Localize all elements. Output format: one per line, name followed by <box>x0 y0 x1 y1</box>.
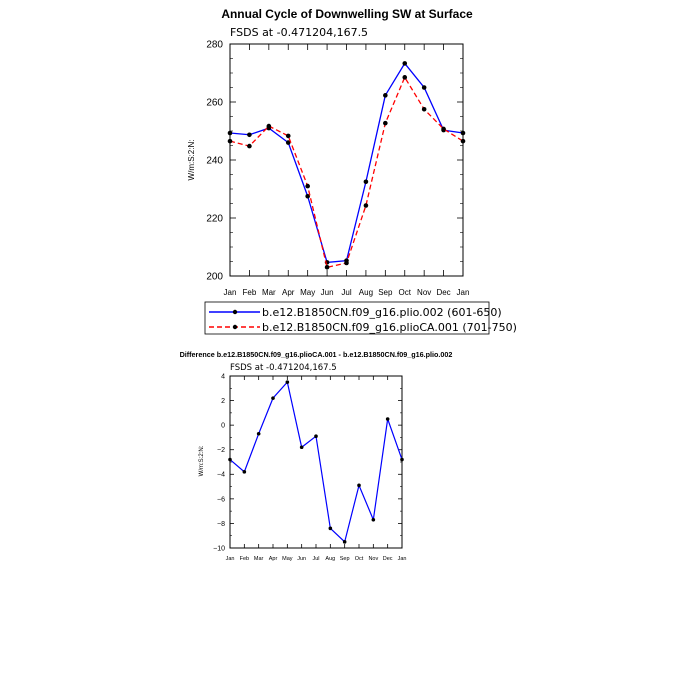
series-1-point <box>386 417 390 421</box>
x-tick-label: Nov <box>368 556 379 562</box>
chart2-title: Difference b.e12.B1850CN.f09_g16.plioCA.001 - b.e12.B1850CN.f09_g16.plio.002 <box>179 350 453 359</box>
x-tick-label: Feb <box>239 556 250 562</box>
series-line-1 <box>230 63 463 262</box>
x-tick-label: Sep <box>339 556 350 562</box>
x-tick-label: Apr <box>282 288 295 297</box>
x-tick-label: May <box>300 288 316 297</box>
x-tick-label: Jan <box>456 288 470 297</box>
series-2-point <box>305 184 310 189</box>
x-tick-label: May <box>282 556 293 562</box>
series-2-point <box>422 107 427 112</box>
y-tick-label: −10 <box>213 545 225 553</box>
series-2-point <box>364 203 369 208</box>
series-2-point <box>228 139 233 144</box>
x-tick-label: Mar <box>253 556 264 562</box>
x-tick-label: Mar <box>261 288 276 297</box>
series-2-point <box>461 139 466 144</box>
chart1-ylabel: W/m:S:2:N: <box>187 139 196 181</box>
x-tick-label: Aug <box>325 556 336 562</box>
series-1-point <box>247 132 252 137</box>
series-1-point <box>343 540 347 544</box>
series-1-point <box>257 432 261 436</box>
legend-marker-series-1 <box>233 310 237 314</box>
chart2-ticks <box>230 376 402 548</box>
x-tick-label: Apr <box>268 556 278 562</box>
series-2-point <box>402 75 407 80</box>
series-2-point <box>247 144 252 149</box>
chart2-subtitle: FSDS at -0.471204,167.5 <box>230 363 337 373</box>
x-tick-label: Dec <box>436 288 451 297</box>
chart1-title: Annual Cycle of Downwelling SW at Surface <box>221 7 473 21</box>
chart1-legend <box>205 302 517 334</box>
legend-marker-series-2 <box>233 325 237 329</box>
x-tick-label: Aug <box>358 288 374 297</box>
series-1-point <box>329 527 333 531</box>
y-tick-label: 260 <box>206 97 223 109</box>
series-1-point <box>372 518 376 522</box>
series-1-point <box>286 380 290 384</box>
x-tick-label: Jul <box>341 288 352 297</box>
y-tick-label: 200 <box>206 271 223 283</box>
series-2-point <box>383 121 388 126</box>
series-line-2 <box>230 77 463 267</box>
x-tick-label: Jul <box>312 556 320 562</box>
series-line-1 <box>230 382 402 542</box>
series-2-point <box>267 124 272 129</box>
series-1-point <box>364 179 369 184</box>
series-1-point <box>228 458 232 462</box>
x-tick-label: Jan <box>223 288 237 297</box>
y-tick-label: 220 <box>206 213 223 225</box>
chart-difference <box>180 350 453 562</box>
y-tick-label: −4 <box>217 471 225 479</box>
series-1-point <box>461 131 466 136</box>
x-tick-label: Oct <box>398 288 411 297</box>
series-2-point <box>441 127 446 132</box>
y-tick-label: 280 <box>206 39 223 51</box>
x-tick-label: Oct <box>354 556 364 562</box>
y-tick-label: 2 <box>221 398 225 406</box>
series-1-point <box>383 93 388 98</box>
x-tick-label: Jan <box>397 556 407 562</box>
y-tick-label: −2 <box>217 447 225 455</box>
series-2-point <box>325 265 330 270</box>
series-2-point <box>286 134 291 139</box>
y-tick-label: 4 <box>221 373 225 381</box>
x-tick-label: Jun <box>320 288 334 297</box>
chart2-tick-labels <box>213 373 406 562</box>
chart2-plot-frame <box>230 376 402 548</box>
chart1-tick-labels <box>206 40 469 298</box>
legend-label-series-2: b.e12.B1850CN.f09_g16.plioCA.001 (701-750) <box>262 321 517 334</box>
x-tick-label: Sep <box>378 288 393 297</box>
series-1-point <box>271 396 275 400</box>
chart2-series <box>228 380 404 543</box>
chart1-ticks <box>230 44 463 276</box>
chart1-plot-frame <box>230 44 463 276</box>
chart2-ylabel: W/m:S:2:N: <box>199 445 205 477</box>
series-1-point <box>300 445 304 449</box>
series-1-point <box>400 458 404 462</box>
x-tick-label: Dec <box>382 556 393 562</box>
series-1-point <box>402 61 407 66</box>
series-2-point <box>344 261 349 266</box>
chart-annual-cycle <box>187 7 517 334</box>
y-tick-label: 240 <box>206 155 223 167</box>
x-tick-label: Jun <box>297 556 307 562</box>
series-1-point <box>228 131 233 136</box>
legend-label-series-1: b.e12.B1850CN.f09_g16.plio.002 (601-650) <box>262 306 502 319</box>
x-tick-label: Jan <box>225 556 235 562</box>
series-1-point <box>243 470 247 474</box>
y-tick-label: −6 <box>217 496 225 504</box>
chart1-subtitle: FSDS at -0.471204,167.5 <box>230 26 369 39</box>
x-tick-label: Nov <box>417 288 432 297</box>
x-tick-label: Feb <box>242 288 257 297</box>
y-tick-label: 0 <box>221 422 225 430</box>
series-1-point <box>314 434 318 438</box>
series-1-point <box>422 85 427 90</box>
series-1-point <box>357 484 361 488</box>
chart1-series <box>228 61 466 269</box>
y-tick-label: −8 <box>217 520 225 528</box>
